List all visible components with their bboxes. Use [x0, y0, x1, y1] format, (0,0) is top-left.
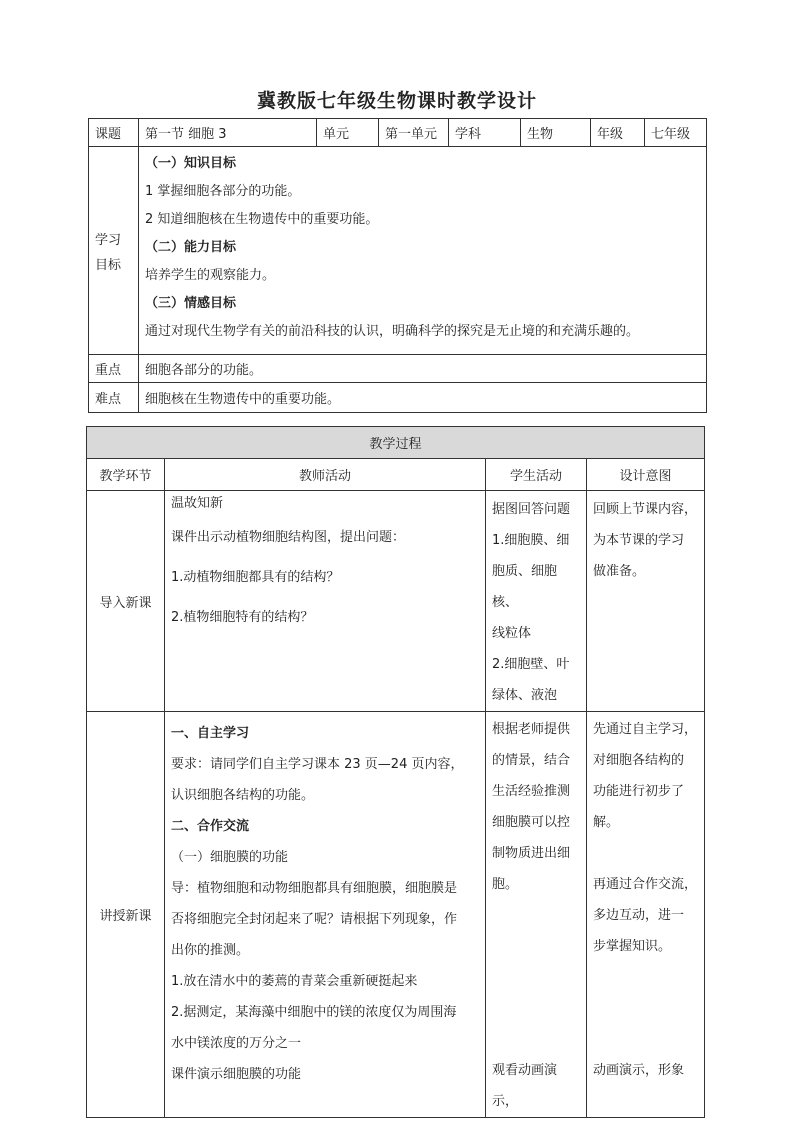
teacher-line: 温故知新: [171, 496, 224, 511]
teacher-line: 认识细胞各结构的功能。: [171, 788, 315, 803]
intent-line: 动画演示，形象: [593, 1063, 685, 1078]
teacher-line: 2.植物细胞特有的结构？: [171, 610, 314, 625]
student-line: 1.细胞膜、细: [492, 533, 570, 548]
intent-line: 做准备。: [593, 564, 646, 579]
student-line: 细胞膜可以控: [492, 815, 571, 830]
teaching-process-table: [86, 426, 705, 1118]
teacher-line: 1.动植物细胞都具有的结构？: [171, 570, 340, 585]
unit-value: 第一单元: [379, 119, 449, 147]
goals-label: [89, 147, 139, 355]
teacher-line: 2.据测定，某海藻中细胞中的镁的浓度仅为周围海: [171, 1005, 457, 1020]
page-title: 冀教版七年级生物课时教学设计: [256, 90, 537, 112]
teacher-line: 要求：请同学们自主学习课本 23 页—24 页内容，: [171, 757, 464, 772]
knowledge-heading: （一）知识目标: [145, 156, 237, 171]
unit-label: 单元: [317, 119, 379, 147]
stage-lecture: 讲授新课: [87, 712, 165, 1118]
intro-design-intent: [587, 491, 705, 712]
goals-label-line1: 学习: [95, 232, 122, 248]
intent-line: 步掌握知识。: [593, 939, 672, 954]
subject-value: 生物: [521, 119, 591, 147]
stage-intro: 导入新课: [87, 491, 165, 712]
key-point-value: 细胞各部分的功能。: [139, 355, 707, 383]
topic-value: 第一节 细胞 3: [139, 119, 317, 147]
intent-line: 解。: [593, 815, 620, 830]
student-line: 绿体、液泡: [492, 688, 558, 703]
column-header: 教师活动: [165, 459, 486, 491]
subject-label: 学科: [449, 119, 521, 147]
column-header: 教学环节: [87, 459, 165, 491]
emotion-item: 通过对现代生物学有关的前沿科技的认识，明确科学的探究是无止境的和充满乐趣的。: [145, 324, 640, 339]
grade-label: 年级: [591, 119, 645, 147]
difficulty-label: 难点: [89, 383, 139, 413]
teacher-line: 课件出示动植物细胞结构图，提出问题：: [171, 530, 406, 545]
student-line: 根据老师提供: [492, 722, 571, 737]
grade-value: 七年级: [645, 119, 707, 147]
teacher-line: 出你的推测。: [171, 943, 250, 958]
lecture-student-activity: [486, 712, 587, 1118]
intent-line: 先通过自主学习，: [593, 722, 698, 737]
key-point-label: 重点: [89, 355, 139, 383]
teacher-line: 1.放在清水中的萎蔫的青菜会重新硬挺起来: [171, 974, 418, 989]
teacher-line: 课件演示细胞膜的功能: [171, 1067, 302, 1082]
intent-line: 对细胞各结构的: [593, 753, 685, 768]
student-line: 观看动画演示，: [492, 1063, 558, 1109]
teacher-line: 导：植物细胞和动物细胞都具有细胞膜，细胞膜是: [171, 881, 458, 896]
intro-student-activity: [486, 491, 587, 712]
goals-label-line2: 目标: [95, 257, 122, 273]
teacher-heading: 一、自主学习: [171, 726, 250, 741]
column-header: 学生活动: [486, 459, 587, 491]
lesson-info-table: [88, 118, 707, 413]
teacher-line: 水中镁浓度的万分之一: [171, 1036, 302, 1051]
student-line: 胞。: [492, 877, 519, 892]
student-line: 据图回答问题: [492, 502, 571, 517]
intent-line: 回顾上节课内容，: [593, 502, 698, 517]
lecture-design-intent: [587, 712, 705, 1118]
column-header: 设计意图: [587, 459, 705, 491]
student-line: 生活经验推测: [492, 784, 571, 799]
teacher-heading: 二、合作交流: [171, 819, 250, 834]
teacher-line: （一）细胞膜的功能: [171, 850, 289, 865]
student-line: 制物质进出细: [492, 846, 571, 861]
goals-content: [139, 147, 707, 355]
ability-item: 培养学生的观察能力。: [145, 268, 276, 283]
intent-line: 功能进行初步了: [593, 784, 685, 799]
student-line: 2.细胞壁、叶: [492, 657, 570, 672]
lecture-teacher-activity: [165, 712, 486, 1118]
teacher-line: 否将细胞完全封闭起来了呢？请根据下列现象，作: [171, 912, 458, 927]
emotion-heading: （三）情感目标: [145, 296, 237, 311]
intent-line: 再通过合作交流，: [593, 877, 698, 892]
student-line: 胞质、细胞核、: [492, 564, 558, 610]
intent-line: 为本节课的学习: [593, 533, 685, 548]
topic-label: 课题: [89, 119, 139, 147]
student-line: 的情景，结合: [492, 753, 571, 768]
knowledge-item: 2 知道细胞核在生物遗传中的重要功能。: [145, 212, 379, 227]
ability-heading: （二）能力目标: [145, 240, 237, 255]
process-header: 教学过程: [87, 427, 705, 459]
knowledge-item: 1 掌握细胞各部分的功能。: [145, 184, 301, 199]
student-line: 线粒体: [492, 626, 532, 641]
intro-teacher-activity: [165, 491, 486, 712]
difficulty-value: 细胞核在生物遗传中的重要功能。: [139, 383, 707, 413]
intent-line: 多边互动，进一: [593, 908, 685, 923]
